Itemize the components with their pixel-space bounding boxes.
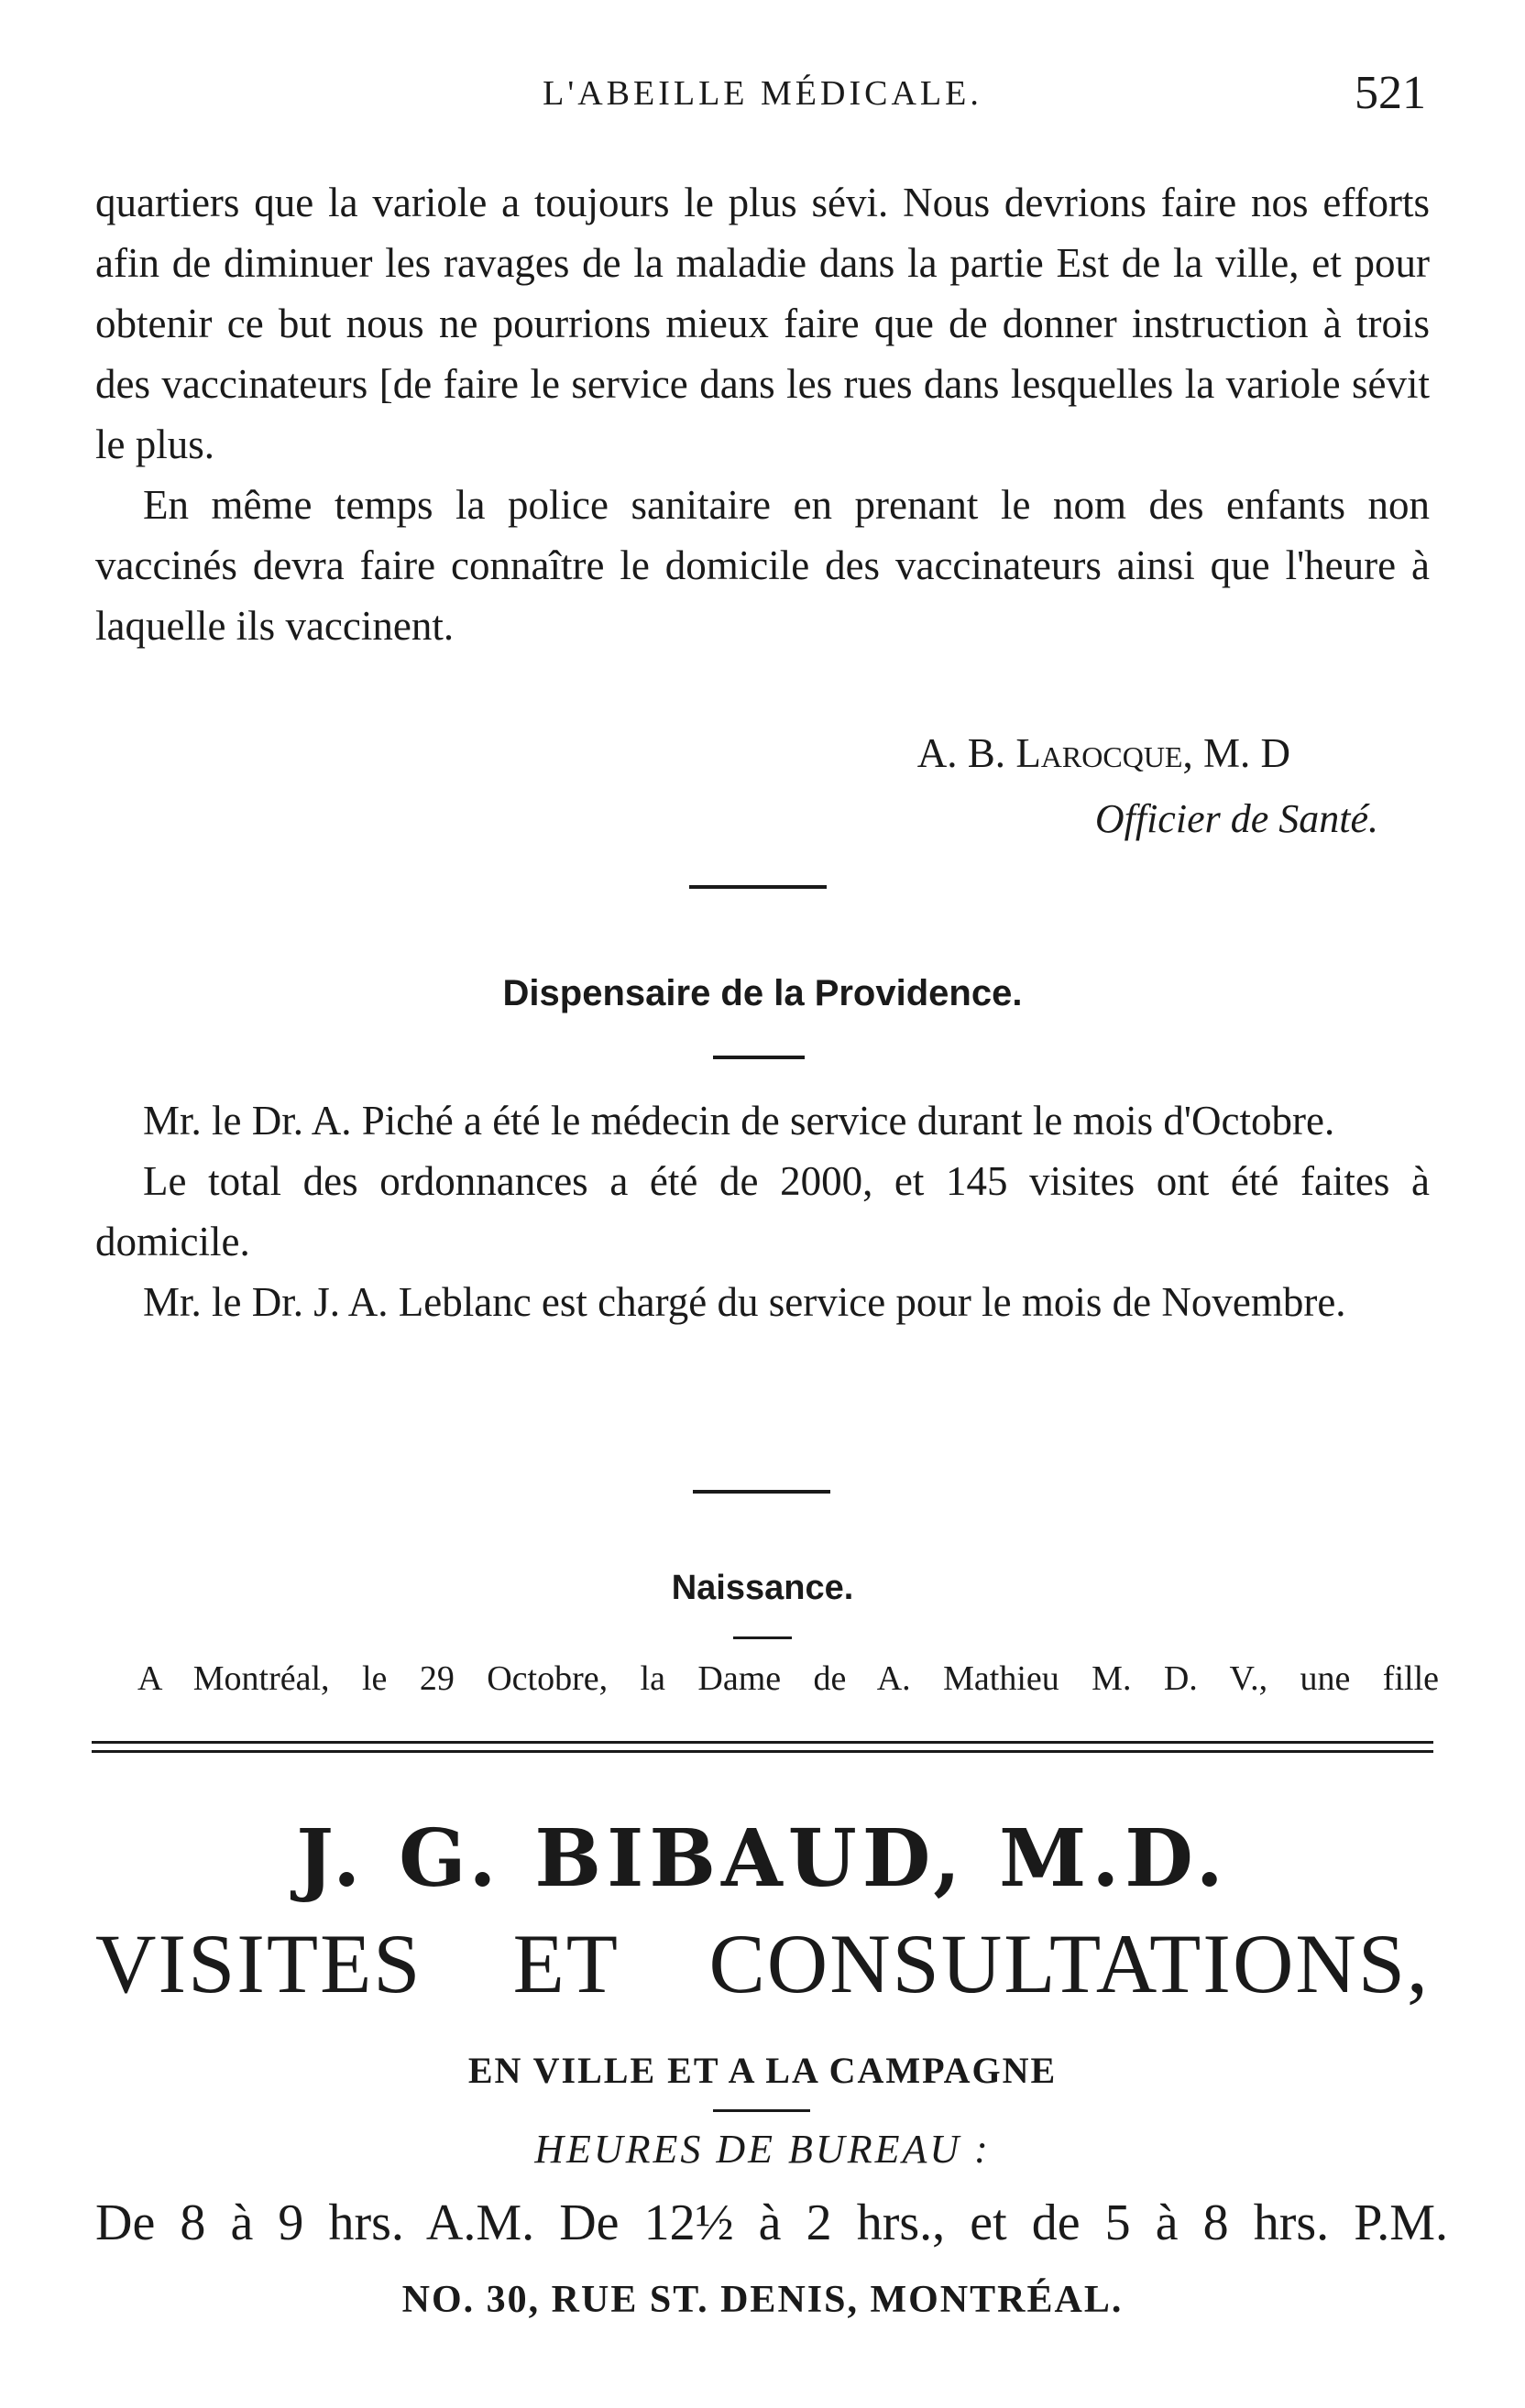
dispensaire-paragraph-3: Mr. le Dr. J. A. Leblanc est chargé du service pour le mois de Novembre. xyxy=(143,1279,1346,1325)
dispensaire-paragraph-1: Mr. le Dr. A. Piché a été le médecin de service durant le mois d'Octobre. xyxy=(143,1098,1335,1144)
advertisement-headline: VISITES ET CONSULTATIONS, xyxy=(95,1917,1430,2010)
article-body xyxy=(95,172,1430,656)
dispensaire-body xyxy=(95,1090,1430,1332)
signature-surname: Larocque xyxy=(1015,730,1183,776)
section-divider xyxy=(693,1490,830,1494)
advertisement-subtitle: EN VILLE ET A LA CAMPAGNE xyxy=(467,2050,1058,2091)
page-number: 521 xyxy=(1355,67,1426,119)
advertisement-hours-title: HEURES DE BUREAU : xyxy=(534,2127,991,2172)
advertisement-address: NO. 30, RUE ST. DENIS, MONTRÉAL. xyxy=(401,2279,1124,2321)
birth-announcement: A Montréal, le 29 Octobre, la Dame de A. Mathieu M. D. V., une fille xyxy=(137,1659,1439,1698)
signature-role: Officier de Santé. xyxy=(1094,796,1378,841)
ad-divider xyxy=(713,2109,810,2112)
signature-initials: A. B. xyxy=(916,730,1016,776)
running-head: L'ABEILLE MÉDICALE. xyxy=(543,74,982,113)
title-underline xyxy=(733,1636,792,1639)
title-underline xyxy=(713,1056,805,1059)
double-rule xyxy=(92,1750,1433,1753)
signature-suffix: , M. D xyxy=(1182,730,1290,776)
naissance-title: Naissance. xyxy=(671,1569,854,1607)
signature-name xyxy=(917,729,1290,777)
article-paragraph-1: quartiers que la variole a toujours le plus sévi. Nous devrions faire nos efforts afin de diminuer les ravages de la maladie dans la partie Est de la ville, et pour obtenir ce but nous ne pourrions mieux faire que de donner instruction à trois des vaccinateurs [de faire le service dans les rues dans lesquelles la variole sévit le plus. xyxy=(95,180,1430,467)
dispensaire-paragraph-2: Le total des ordonnances a été de 2000, et 145 visites ont été faites à domicile. xyxy=(95,1158,1430,1264)
advertisement-name: J. G. BIBAUD, M.D. xyxy=(296,1812,1229,1905)
dispensaire-title: Dispensaire de la Providence. xyxy=(502,973,1023,1013)
article-paragraph-2: En même temps la police sanitaire en prenant le nom des enfants non vaccinés devra faire connaître le domicile des vaccinateurs ainsi que l'heure à laquelle ils vaccinent. xyxy=(95,482,1430,649)
section-divider xyxy=(689,885,827,889)
advertisement-hours: De 8 à 9 hrs. A.M. De 12½ à 2 hrs., et de 5 à 8 hrs. P.M. xyxy=(95,2195,1448,2251)
double-rule xyxy=(92,1741,1433,1744)
